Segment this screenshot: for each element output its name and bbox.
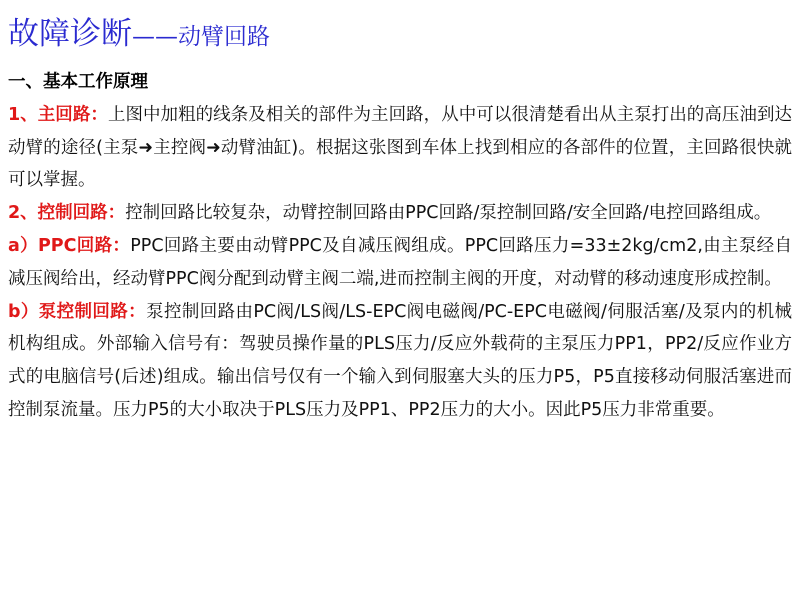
label-control-circuit: 2、控制回路： — [8, 203, 126, 224]
title-main: 故障诊断 — [8, 16, 132, 52]
paragraph-control-circuit — [8, 197, 792, 230]
label-pump-control-circuit: b）泵控制回路： — [8, 301, 147, 322]
title-subtitle: ——动臂回路 — [132, 24, 270, 50]
text-main-circuit: 上图中加粗的线条及相关的部件为主回路，从中可以很清楚看出从主泵打出的高压油到达动臂的途径(主泵➜主控阀➜动臂油缸)。根据这张图到车体上找到相应的各部件的位置，主回路很快就可以掌握。 — [8, 104, 792, 191]
slide-title — [8, 14, 270, 54]
section-heading: 一、基本工作原理 — [8, 72, 148, 92]
text-control-circuit: 控制回路比较复杂，动臂控制回路由PPC回路/泵控制回路/安全回路/电控回路组成。 — [125, 203, 772, 224]
label-main-circuit: 1、主回路： — [8, 104, 108, 125]
paragraph-main-circuit — [8, 99, 792, 197]
paragraph-ppc-circuit — [8, 230, 792, 296]
text-ppc-circuit: PPC回路主要由动臂PPC及自减压阀组成。PPC回路压力=33±2kg/cm2,由主泵经自减压阀给出，经动臂PPC阀分配到动臂主阀二端,进而控制主阀的开度，对动臂的移动速度形成控制。 — [8, 235, 792, 289]
paragraph-pump-control-circuit — [8, 296, 792, 427]
slide-body — [8, 66, 792, 427]
label-ppc-circuit: a）PPC回路： — [8, 235, 131, 256]
text-pump-control-circuit: 泵控制回路由PC阀/LS阀/LS-EPC阀电磁阀/PC-EPC电磁阀/伺服活塞/及泵内的机械机构组成。外部输入信号有：驾驶员操作量的PLS压力/反应外载荷的主泵压力PP1，PP2/反应作业方式的电脑信号(后述)组成。输出信号仅有一个输入到伺服塞大头的压力P5，P5直接移动伺服活塞进而控制泵流量。压力P5的大小取决于PLS压力及PP1、PP2压力的大小。因此P5压力非常重要。 — [8, 301, 793, 420]
